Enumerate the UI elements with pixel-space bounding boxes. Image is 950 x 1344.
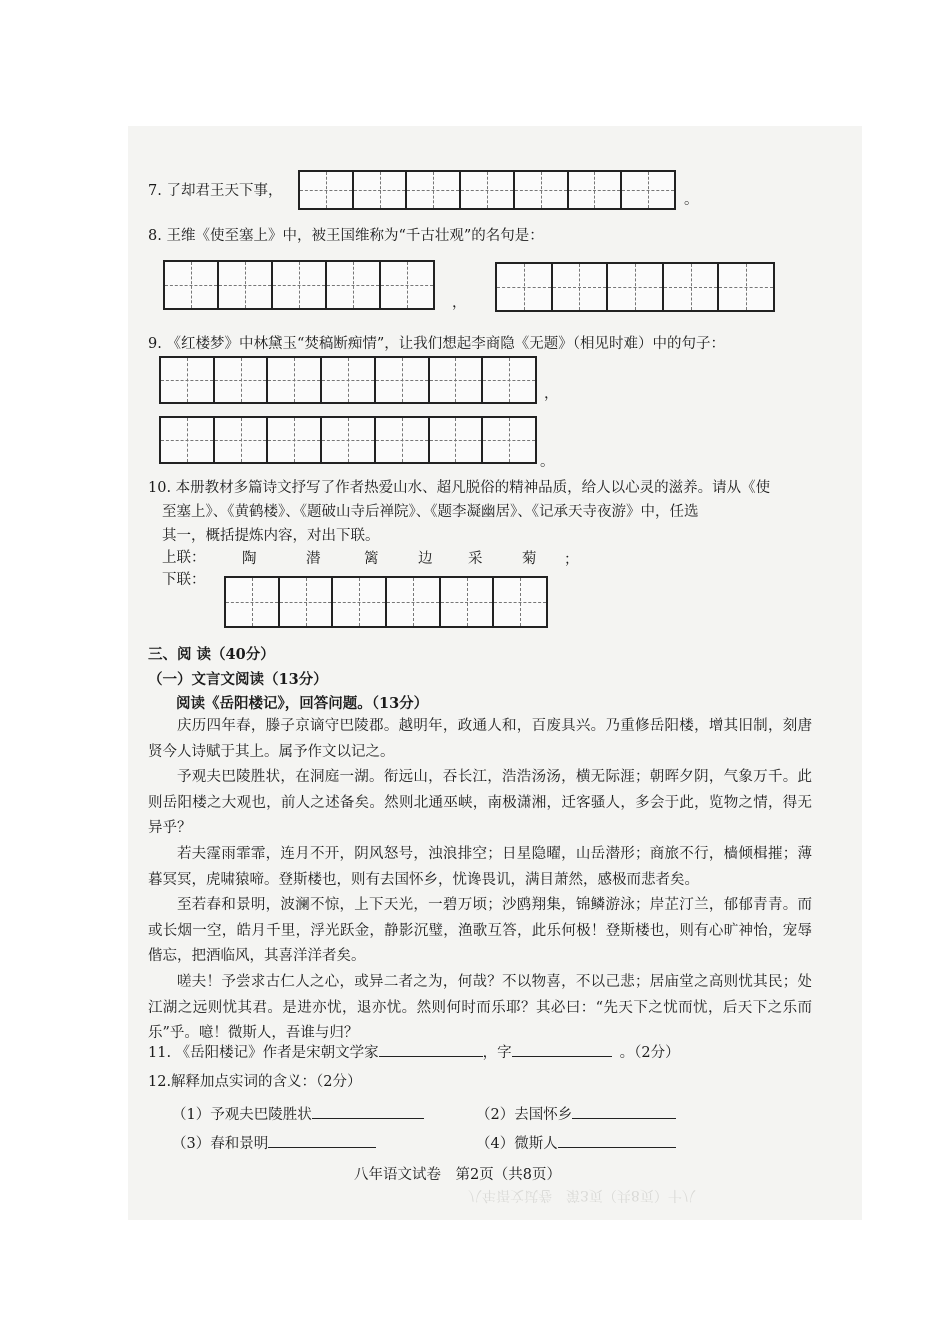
grid-cell: [376, 418, 430, 462]
shanglian-char: 篱: [364, 551, 379, 567]
shanglian-char: 菊: [522, 551, 537, 567]
grid-cell: [161, 418, 215, 462]
q11-text-a: 11. 《岳阳楼记》作者是宋朝文学家: [148, 1045, 379, 1061]
q9-separator: ，: [544, 386, 559, 402]
grid-cell: [161, 358, 215, 402]
grid-cell: [441, 578, 495, 626]
q11-text-c: 。（2分）: [619, 1045, 680, 1061]
q12-blank-3[interactable]: [268, 1131, 376, 1148]
q10-line2: 至塞上》、《黄鹤楼》、《题破山寺后禅院》、《题李凝幽居》、《记承天寺夜游》中，任选: [162, 504, 699, 520]
grid-cell: [165, 262, 219, 308]
passage-paragraph: 至若春和景明，波澜不惊，上下天光，一碧万顷；沙鸥翔集，锦鳞游泳；岸芷汀兰，郁郁青青。而或长烟一空，皓月千里，浮光跃金，静影沉璧，渔歌互答，此乐何极！登斯楼也，则有心旷神怡，宠辱偕忘，把酒临风，其喜洋洋者矣。: [148, 897, 812, 965]
passage-paragraph: 予观夫巴陵胜状，在洞庭一湖。衔远山，吞长江，浩浩汤汤，横无际涯；朝晖夕阴，气象万千。此则岳阳楼之大观也，前人之述备矣。然则北通巫峡，南极潇湘，迁客骚人，多会于此，览物之情，得无异乎？: [148, 769, 812, 837]
grid-cell: [407, 172, 461, 208]
q7-text: 7. 了却君王天下事，: [148, 183, 283, 199]
grid-cell: [268, 358, 322, 402]
q9-text: 9. 《红楼梦》中林黛玉“焚稿断痴情”，让我们想起李商隐《无题》（相见时难）中的句子：: [148, 336, 726, 352]
bleed-through-text: 八年语文试卷 第3页（共8页）十八: [468, 1187, 696, 1203]
grid-cell: [333, 578, 387, 626]
passage-paragraph: 嗟夫！予尝求古仁人之心，或异二者之为，何哉？不以物喜，不以己悲；居庙堂之高则忧其民；处江湖之远则忧其君。是进亦忧，退亦忧。然则何时而乐耶？其必曰：“先天下之忧而忧，后天下之乐而乐”乎。噫！微斯人，吾谁与归？: [148, 973, 812, 1042]
grid-cell: [215, 358, 269, 402]
passage-yueyanglouji: [148, 714, 812, 1047]
grid-cell: [387, 578, 441, 626]
q12-blank-4[interactable]: [558, 1131, 676, 1148]
grid-cell: [664, 264, 720, 310]
q12-item-4: [476, 1131, 676, 1154]
grid-cell: [553, 264, 609, 310]
q12-item-label: （2）去国怀乡: [476, 1107, 573, 1123]
grid-cell: [430, 358, 484, 402]
grid-cell: [327, 262, 381, 308]
shanglian-char: 潜: [306, 551, 321, 567]
q12-blank-1[interactable]: [312, 1102, 424, 1119]
q12-title: 12.解释加点实词的含义：（2分）: [148, 1074, 362, 1090]
q12-blank-2[interactable]: [572, 1102, 676, 1119]
grid-cell: [461, 172, 515, 208]
grid-cell: [381, 262, 433, 308]
xialian-answer-grid[interactable]: [224, 576, 548, 628]
grid-cell: [719, 264, 773, 310]
q12-item-label: （3）春和景明: [172, 1136, 269, 1152]
grid-cell: [219, 262, 273, 308]
grid-cell: [226, 578, 280, 626]
shanglian-char: 采: [468, 551, 483, 567]
grid-cell: [608, 264, 664, 310]
grid-cell: [280, 578, 334, 626]
q12-item-3: [172, 1131, 376, 1154]
grid-cell: [483, 358, 535, 402]
q11-blank-1[interactable]: [379, 1040, 483, 1057]
grid-cell: [483, 418, 535, 462]
grid-cell: [622, 172, 674, 208]
passage-paragraph: 庆历四年春，滕子京谪守巴陵郡。越明年，政通人和，百废具兴。乃重修岳阳楼，增其旧制，刻唐贤今人诗赋于其上。属予作文以记之。: [148, 718, 812, 760]
q7-end-punct: 。: [684, 192, 699, 208]
grid-cell: [354, 172, 408, 208]
q10-line1: 10. 本册教材多篇诗文抒写了作者热爱山水、超凡脱俗的精神品质，给人以心灵的滋养。请从《使: [148, 480, 771, 496]
q12-item-label: （4）微斯人: [476, 1136, 558, 1152]
q8-text: 8. 王维《使至塞上》中，被王国维称为“千古壮观”的名句是：: [148, 228, 544, 244]
grid-cell: [494, 578, 546, 626]
q10-line3: 其一，概括提炼内容，对出下联。: [162, 528, 380, 544]
q9-answer-grid-1[interactable]: [159, 356, 537, 404]
grid-cell: [268, 418, 322, 462]
grid-cell: [215, 418, 269, 462]
grid-cell: [322, 358, 376, 402]
shanglian-char: 边: [418, 551, 433, 567]
q12-item-label: （1）予观夫巴陵胜状: [172, 1107, 312, 1123]
section3-sub1: （一）文言文阅读（13分）: [148, 671, 328, 688]
passage-paragraph: 若夫霪雨霏霏，连月不开，阴风怒号，浊浪排空；日星隐曜，山岳潜形；商旅不行，樯倾楫摧；薄暮冥冥，虎啸猿啼。登斯楼也，则有去国怀乡，忧谗畏讥，满目萧然，感极而悲者矣。: [148, 845, 812, 888]
q11-text-b: ，字: [482, 1045, 512, 1061]
q12-item-1: [172, 1102, 424, 1125]
shanglian-char: 陶: [242, 551, 257, 567]
grid-cell: [497, 264, 553, 310]
section3-title: 三、阅 读（40分）: [148, 646, 275, 663]
shanglian-label: 上联：: [162, 550, 206, 566]
xialian-label: 下联：: [162, 572, 206, 588]
q8-answer-grid-1[interactable]: [163, 260, 435, 310]
q7-answer-grid[interactable]: [298, 170, 676, 210]
grid-cell: [273, 262, 327, 308]
grid-cell: [515, 172, 569, 208]
q9-end-punct: 。: [540, 454, 555, 470]
grid-cell: [569, 172, 623, 208]
grid-cell: [430, 418, 484, 462]
q12-item-2: [476, 1102, 676, 1125]
shanglian-end-punct: ；: [564, 552, 579, 568]
grid-cell: [300, 172, 354, 208]
page-footer: 八年语文试卷 第2页（共8页）: [354, 1167, 561, 1183]
q8-separator: ，: [452, 295, 467, 311]
reading-prompt: 阅读《岳阳楼记》，回答问题。（13分）: [176, 695, 429, 712]
grid-cell: [376, 358, 430, 402]
q9-answer-grid-2[interactable]: [159, 416, 537, 464]
q11-blank-2[interactable]: [512, 1040, 612, 1057]
grid-cell: [322, 418, 376, 462]
q11: [148, 1040, 680, 1063]
q8-answer-grid-2[interactable]: [495, 262, 775, 312]
